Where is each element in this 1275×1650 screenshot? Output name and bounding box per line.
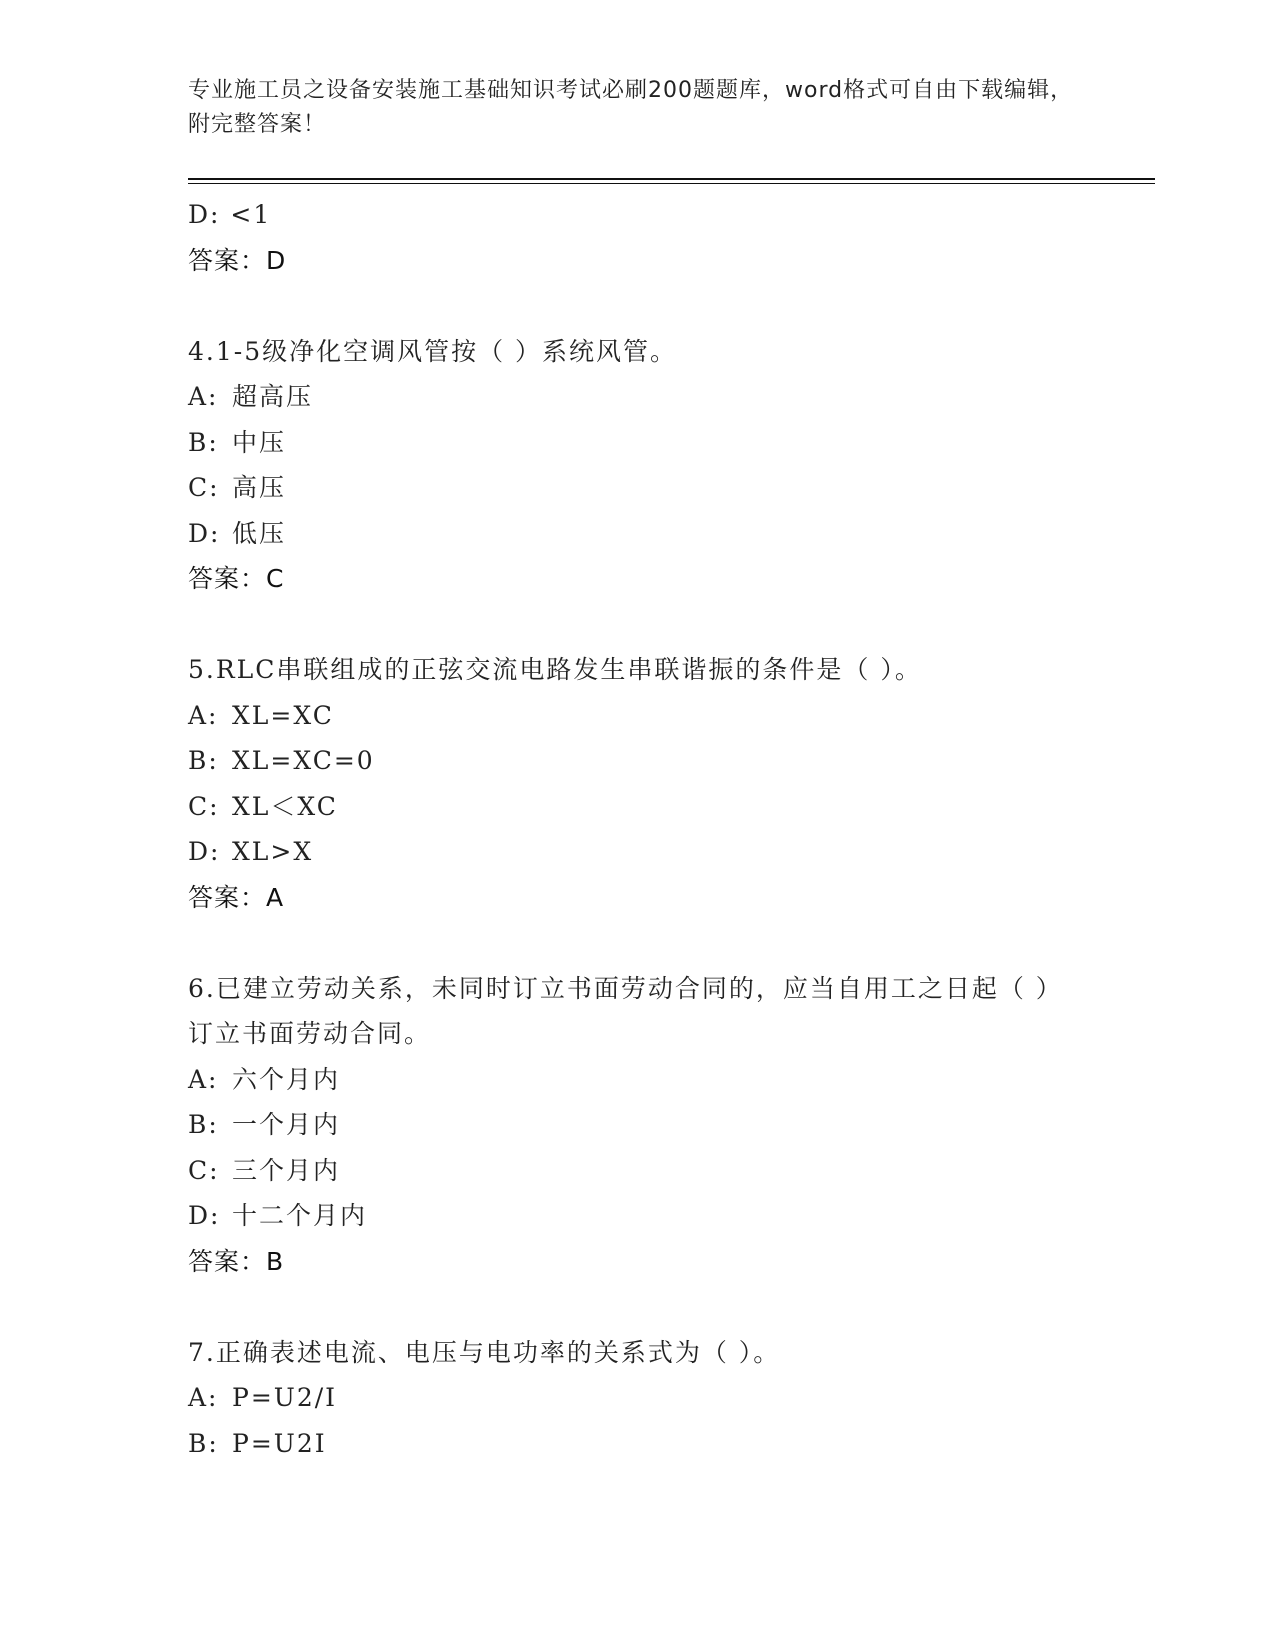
question-7-option-b — [188, 1421, 1148, 1467]
question-6-answer: 答案：B — [188, 1246, 285, 1276]
option-text: XL＜XC — [232, 791, 338, 821]
option-key: B: — [188, 1110, 219, 1139]
question-5-option-d — [188, 829, 1148, 875]
option-key: B: — [188, 1428, 219, 1458]
question-5-answer: 答案：A — [188, 882, 285, 912]
option-key: A: — [188, 1064, 219, 1094]
option-key: A: — [188, 700, 219, 730]
question-4-option-a — [188, 374, 1148, 420]
option-key: D: — [188, 837, 221, 866]
option-key: C: — [188, 791, 220, 821]
question-4-stem: 4.1-5级净化空调风管按（ ）系统风管。 — [188, 336, 678, 366]
question-7-stem: 7.正确表述电流、电压与电功率的关系式为（ ）。 — [188, 1337, 781, 1367]
option-text: 高压 — [232, 473, 287, 502]
question-6-option-b — [188, 1102, 1148, 1148]
spacer — [188, 1284, 1148, 1330]
option-key: C: — [188, 473, 220, 502]
option-text: 三个月内 — [232, 1155, 341, 1185]
question-7-option-a — [188, 1375, 1148, 1421]
option-text: 一个月内 — [232, 1110, 341, 1139]
spacer — [188, 283, 1148, 329]
document-body — [188, 192, 1148, 1466]
option-text: P=U2/I — [232, 1383, 338, 1412]
page-header: 专业施工员之设备安装施工基础知识考试必刷200题题库，word格式可自由下载编辑，附完整答案！ — [188, 78, 1074, 137]
question-6-option-d — [188, 1193, 1148, 1239]
option-text: 超高压 — [232, 382, 314, 411]
option-text: P=U2I — [232, 1428, 327, 1458]
question-5-stem: 5.RLC串联组成的正弦交流电路发生串联谐振的条件是（ ）。 — [188, 655, 922, 684]
question-5-option-b — [188, 738, 1148, 784]
question-5-option-a — [188, 693, 1148, 739]
option-text: 中压 — [232, 427, 287, 457]
header-divider — [188, 178, 1155, 180]
question-6-option-a — [188, 1057, 1148, 1103]
option-text: 十二个月内 — [232, 1201, 368, 1230]
option-key: B: — [188, 746, 219, 775]
option-text: 低压 — [232, 518, 287, 548]
previous-option-d: D: <1 — [188, 200, 272, 229]
option-text: XL=XC=0 — [232, 746, 375, 775]
spacer — [188, 602, 1148, 648]
question-6-stem: 6.已建立劳动关系，未同时订立书面劳动合同的，应当自用工之日起（ ）订立书面劳动合同。 — [188, 973, 1051, 1048]
option-key: B: — [188, 427, 219, 457]
spacer — [188, 920, 1148, 966]
option-key: A: — [188, 382, 219, 411]
question-6-option-c — [188, 1148, 1148, 1194]
option-text: XL>X — [232, 837, 314, 866]
header-divider-thin — [188, 183, 1155, 184]
question-4-option-b — [188, 420, 1148, 466]
question-5-option-c — [188, 784, 1148, 830]
question-4-option-c — [188, 465, 1148, 511]
option-text: 六个月内 — [232, 1064, 341, 1094]
option-key: D: — [188, 518, 221, 548]
option-text: XL=XC — [232, 700, 334, 730]
option-key: D: — [188, 1201, 221, 1230]
previous-answer: 答案：D — [188, 245, 287, 275]
option-key: C: — [188, 1155, 220, 1185]
option-key: A: — [188, 1383, 219, 1412]
question-4-answer: 答案：C — [188, 564, 285, 593]
question-4-option-d — [188, 511, 1148, 557]
